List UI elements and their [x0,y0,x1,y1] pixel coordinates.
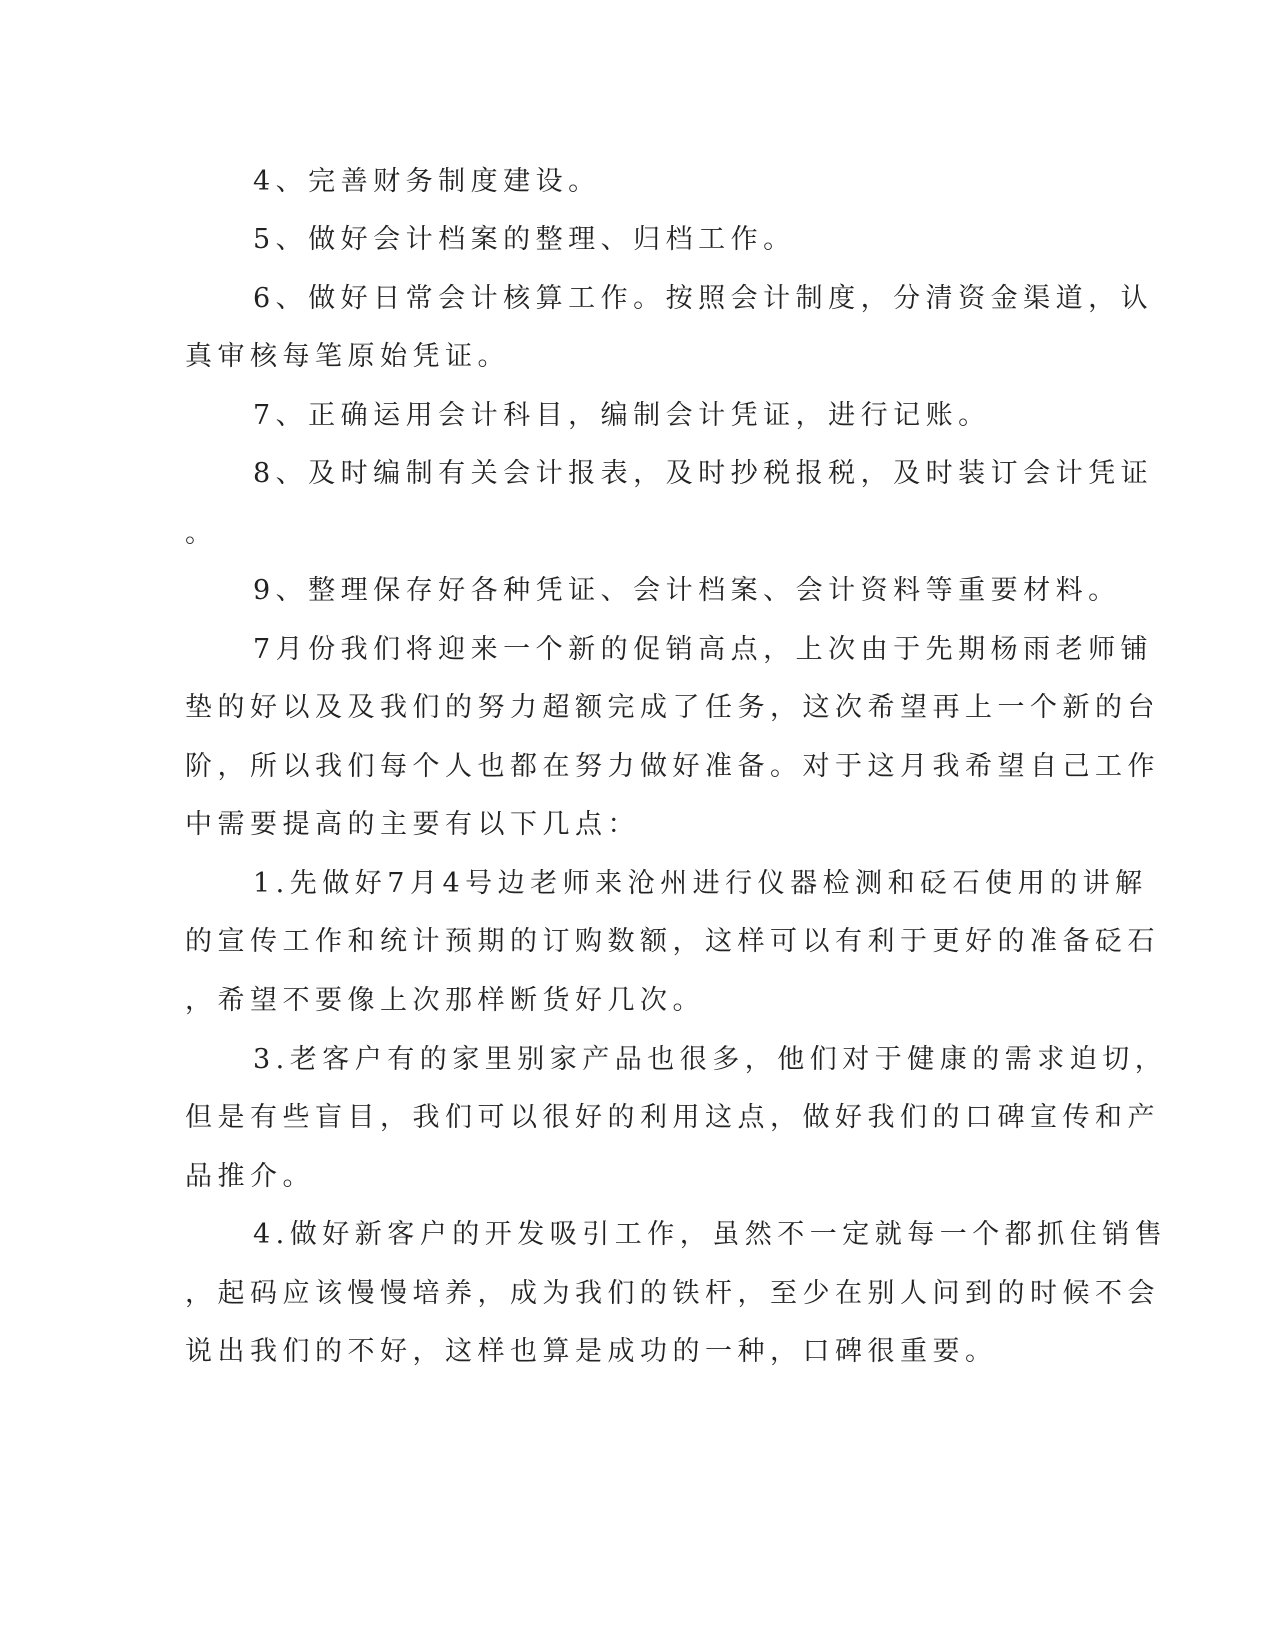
paragraph-july-line-1: 7月份我们将迎来一个新的促销高点，上次由于先期杨雨老师铺 [253,634,1154,665]
point-4-line-2: ，起码应该慢慢培养，成为我们的铁杆，至少在别人问到的时候不会 [185,1278,1160,1309]
paragraph-item-5: 5、做好会计档案的整理、归档工作。 [253,224,796,255]
paragraph-july-line-3: 阶，所以我们每个人也都在努力做好准备。对于这月我希望自己工作 [185,751,1160,782]
paragraph-july-line-4: 中需要提高的主要有以下几点： [185,809,640,840]
point-3-line-3: 品推介。 [185,1161,315,1192]
point-3-line-1: 3.老客户有的家里别家产品也很多，他们对于健康的需求迫切， [253,1044,1168,1075]
paragraph-item-7: 7、正确运用会计科目，编制会计凭证，进行记账。 [253,400,991,431]
paragraph-item-4: 4、完善财务制度建设。 [253,166,601,197]
paragraph-july-line-2: 垫的好以及及我们的努力超额完成了任务，这次希望再上一个新的台 [185,692,1160,723]
paragraph-item-6-line-1: 6、做好日常会计核算工作。按照会计制度，分清资金渠道，认 [253,283,1154,314]
point-4-line-3: 说出我们的不好，这样也算是成功的一种，口碑很重要。 [185,1336,998,1367]
point-1-line-2: 的宣传工作和统计预期的订购数额，这样可以有利于更好的准备砭石 [185,926,1160,957]
paragraph-item-6-line-2: 真审核每笔原始凭证。 [185,341,510,372]
point-1-line-3: ，希望不要像上次那样断货好几次。 [185,985,705,1016]
point-3-line-2: 但是有些盲目，我们可以很好的利用这点，做好我们的口碑宣传和产 [185,1102,1160,1133]
paragraph-item-8-line-2: 。 [185,518,218,549]
point-4-line-1: 4.做好新客户的开发吸引工作，虽然不一定就每一个都抓住销售 [253,1219,1168,1250]
paragraph-item-9: 9、整理保存好各种凭证、会计档案、会计资料等重要材料。 [253,575,1121,606]
paragraph-item-8-line-1: 8、及时编制有关会计报表，及时抄税报税，及时装订会计凭证 [253,458,1154,489]
point-1-line-1: 1.先做好7月4号边老师来沧州进行仪器检测和砭石使用的讲解 [253,868,1148,899]
